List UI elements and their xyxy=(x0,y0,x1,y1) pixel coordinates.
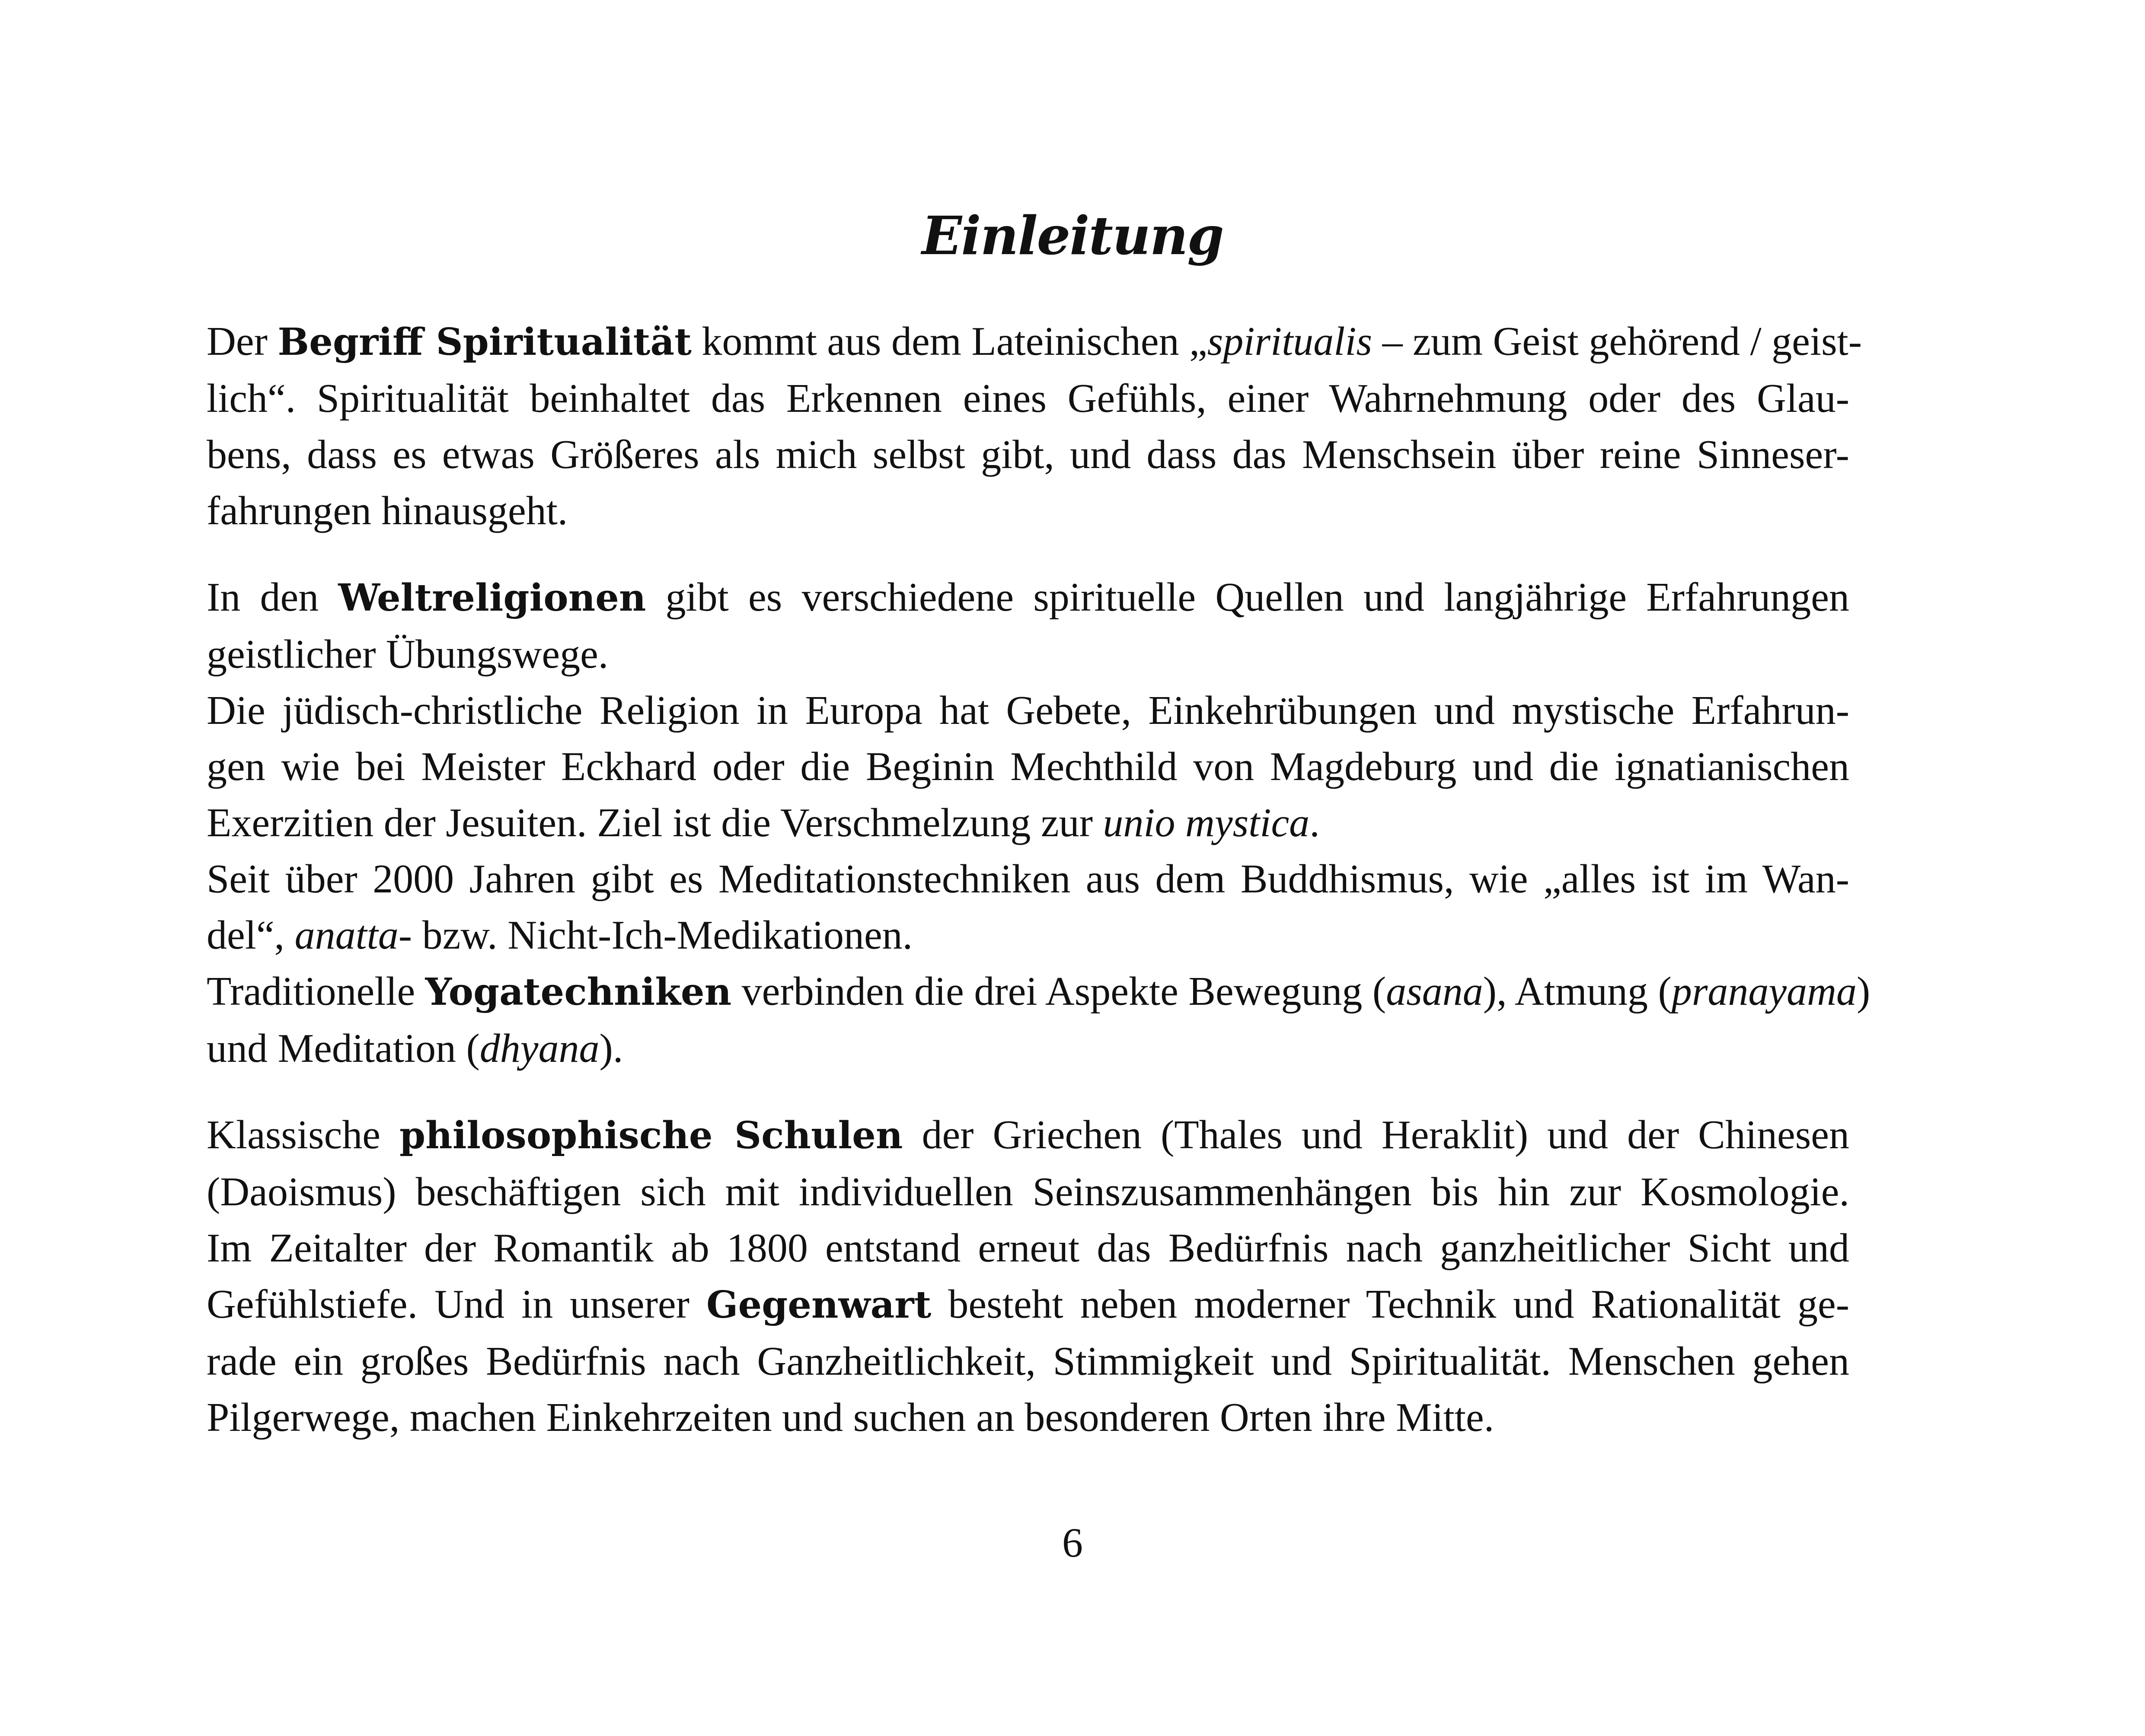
paragraph xyxy=(207,313,1862,539)
text-run: Seit über 2000 Jahren gibt es Meditationstechniken aus dem Buddhismus, wie „alles ist im Wan- xyxy=(207,857,1849,901)
italic-term: unio mystica xyxy=(1103,800,1310,845)
bold-term: Begriff Spiritualität xyxy=(278,320,692,364)
text-run: kommt aus dem Lateinischen „ xyxy=(691,319,1207,364)
text-run: Exerzitien der Jesuiten. Ziel ist die Verschmelzung zur xyxy=(207,800,1103,845)
text-run: ) xyxy=(1857,969,1870,1014)
italic-term: dhyana xyxy=(479,1026,600,1071)
text-line xyxy=(207,1389,1849,1446)
text-line xyxy=(207,963,1870,1020)
italic-term: asana xyxy=(1386,969,1483,1014)
page-title: Einleitung xyxy=(922,204,1223,267)
text-run: Traditionelle xyxy=(207,969,425,1014)
text-run: In den xyxy=(207,575,338,620)
text-line xyxy=(207,1020,1849,1077)
text-run: ), Atmung ( xyxy=(1483,969,1672,1014)
text-run: lich“. Spiritualität beinhaltet das Erkennen eines Gefühls, einer Wahrnehmung oder des Glau- xyxy=(207,376,1849,421)
text-run: - bzw. Nicht-Ich-Medikationen. xyxy=(398,913,913,958)
paragraph xyxy=(207,569,1870,1077)
page-number: 6 xyxy=(1062,1519,1083,1566)
text-line xyxy=(207,851,1849,907)
text-line xyxy=(207,1164,1849,1220)
text-line xyxy=(207,682,1849,739)
text-run: bens, dass es etwas Größeres als mich selbst gibt, und dass das Menschsein über reine Sinneser- xyxy=(207,432,1849,477)
text-line xyxy=(207,1107,1849,1164)
text-run: gibt es verschiedene spirituelle Quellen und langjährige Erfahrungen xyxy=(646,575,1849,620)
text-run: verbinden die drei Aspekte Bewegung ( xyxy=(731,969,1386,1014)
text-run: Gefühlstiefe. Und in unserer xyxy=(207,1282,706,1327)
text-run: Pilgerwege, machen Einkehrzeiten und suchen an besonderen Orten ihre Mitte. xyxy=(207,1395,1494,1440)
text-run: Die jüdisch-christliche Religion in Europa hat Gebete, Einkehrübungen und mystische Erfahrun- xyxy=(207,688,1849,733)
text-run: del“, xyxy=(207,913,295,958)
text-line xyxy=(207,795,1849,851)
body-text xyxy=(207,313,1870,1476)
text-line xyxy=(207,313,1862,370)
text-line xyxy=(207,907,1849,963)
text-run: fahrungen hinausgeht. xyxy=(207,488,568,533)
text-line xyxy=(207,483,1849,539)
text-run: besteht neben moderner Technik und Rationalität ge- xyxy=(931,1282,1849,1327)
paragraph xyxy=(207,1107,1849,1446)
text-run: der Griechen (Thales und Heraklit) und der Chinesen xyxy=(903,1112,1850,1157)
italic-term: pranayama xyxy=(1671,969,1857,1014)
text-line xyxy=(207,626,1849,682)
text-line xyxy=(207,1276,1849,1333)
text-run: . xyxy=(1309,800,1320,845)
italic-term: anatta xyxy=(294,913,399,958)
text-line xyxy=(207,739,1849,795)
text-run: Im Zeitalter der Romantik ab 1800 entstand erneut das Bedürfnis nach ganzheitlicher Sicht und xyxy=(207,1226,1849,1271)
text-line xyxy=(207,1333,1849,1389)
text-run: gen wie bei Meister Eckhard oder die Beginin Mechthild von Magdeburg und die ignatianischen xyxy=(207,744,1849,789)
text-run: rade ein großes Bedürfnis nach Ganzheitlichkeit, Stimmigkeit und Spiritualität. Menschen gehen xyxy=(207,1339,1849,1384)
text-line xyxy=(207,427,1849,483)
text-run: geistlicher Übungswege. xyxy=(207,632,609,677)
text-line xyxy=(207,569,1849,626)
text-run: Der xyxy=(207,319,278,364)
bold-term: philosophische Schulen xyxy=(399,1114,903,1157)
text-line xyxy=(207,370,1849,427)
bold-term: Weltreligionen xyxy=(338,576,646,620)
text-line xyxy=(207,1220,1849,1276)
text-run: ). xyxy=(599,1026,623,1071)
text-run: – zum Geist gehörend / geist- xyxy=(1372,319,1862,364)
bold-term: Yogatechniken xyxy=(425,970,732,1014)
italic-term: spiritualis xyxy=(1207,319,1373,364)
text-run: Klassische xyxy=(207,1112,400,1157)
text-run: und Meditation ( xyxy=(207,1026,480,1071)
text-run: (Daoismus) beschäftigen sich mit individuellen Seinszusammenhängen bis hin zur Kosmologie. xyxy=(207,1169,1849,1214)
bold-term: Gegenwart xyxy=(706,1283,932,1327)
